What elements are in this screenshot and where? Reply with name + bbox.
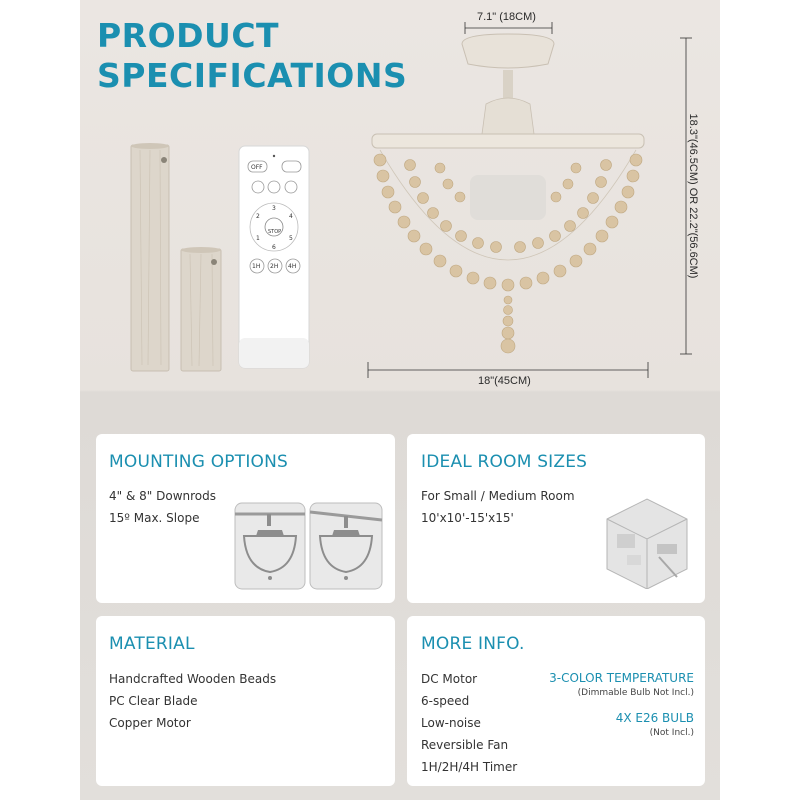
more-item-2: 6-speed xyxy=(421,694,470,708)
remote-off-label: OFF xyxy=(251,164,263,171)
feature-color-temperature: 3-COLOR TEMPERATURE xyxy=(549,671,694,685)
feature-bulb-note: (Not Incl.) xyxy=(649,728,694,738)
more-info-card xyxy=(407,616,705,786)
remote-timer-4h: 4H xyxy=(288,263,297,270)
feature-bulb: 4X E26 BULB xyxy=(615,711,694,725)
mounting-line-2: 15º Max. Slope xyxy=(109,511,200,525)
mounting-diagram xyxy=(234,502,384,594)
material-item-1: Handcrafted Wooden Beads xyxy=(109,672,277,686)
feature-color-temperature-note: (Dimmable Bulb Not Incl.) xyxy=(577,688,694,698)
material-card xyxy=(96,616,395,786)
dimension-vertical-text: 18.3"(46.5CM) OR 22.2"(56.6CM) xyxy=(687,113,699,279)
more-item-4: Reversible Fan xyxy=(421,738,509,752)
title-line-2: SPECIFICATIONS xyxy=(97,56,408,95)
dimension-bottom-label: 18"(45CM) xyxy=(478,375,531,387)
title-line-1: PRODUCT xyxy=(97,16,280,55)
remote-speed-4: 4 xyxy=(289,213,293,220)
remote-control xyxy=(239,146,309,368)
mounting-heading: MOUNTING OPTIONS xyxy=(109,452,289,472)
rooms-line-1: For Small / Medium Room xyxy=(421,489,575,503)
dimension-top-label: 7.1" (18CM) xyxy=(477,11,536,23)
rooms-heading: IDEAL ROOM SIZES xyxy=(421,452,588,472)
rooms-line-2: 10'x10'-15'x15' xyxy=(421,511,514,525)
remote-timer-1h: 1H xyxy=(252,263,261,270)
material-item-2: PC Clear Blade xyxy=(109,694,198,708)
dimension-vertical-label xyxy=(686,36,700,356)
mounting-line-1: 4" & 8" Downrods xyxy=(109,489,216,503)
remote-stop-label: STOP xyxy=(268,229,282,235)
more-item-1: DC Motor xyxy=(421,672,478,686)
ceiling-fan xyxy=(372,34,644,353)
more-heading: MORE INFO. xyxy=(421,634,525,654)
more-item-3: Low-noise xyxy=(421,716,481,730)
more-item-5: 1H/2H/4H Timer xyxy=(421,760,518,774)
material-item-3: Copper Motor xyxy=(109,716,191,730)
remote-speed-6: 6 xyxy=(272,244,276,251)
remote-speed-1: 1 xyxy=(256,235,260,242)
material-heading: MATERIAL xyxy=(109,634,195,654)
remote-speed-2: 2 xyxy=(256,213,260,220)
remote-speed-5: 5 xyxy=(289,235,293,242)
remote-timer-2h: 2H xyxy=(270,263,279,270)
mounting-options-card xyxy=(96,434,395,603)
downrod-4-inch xyxy=(181,247,221,371)
remote-speed-3: 3 xyxy=(272,205,276,212)
room-sizes-card xyxy=(407,434,705,603)
room-illustration xyxy=(597,489,697,589)
page-title xyxy=(97,16,407,96)
downrod-8-inch xyxy=(131,143,169,371)
